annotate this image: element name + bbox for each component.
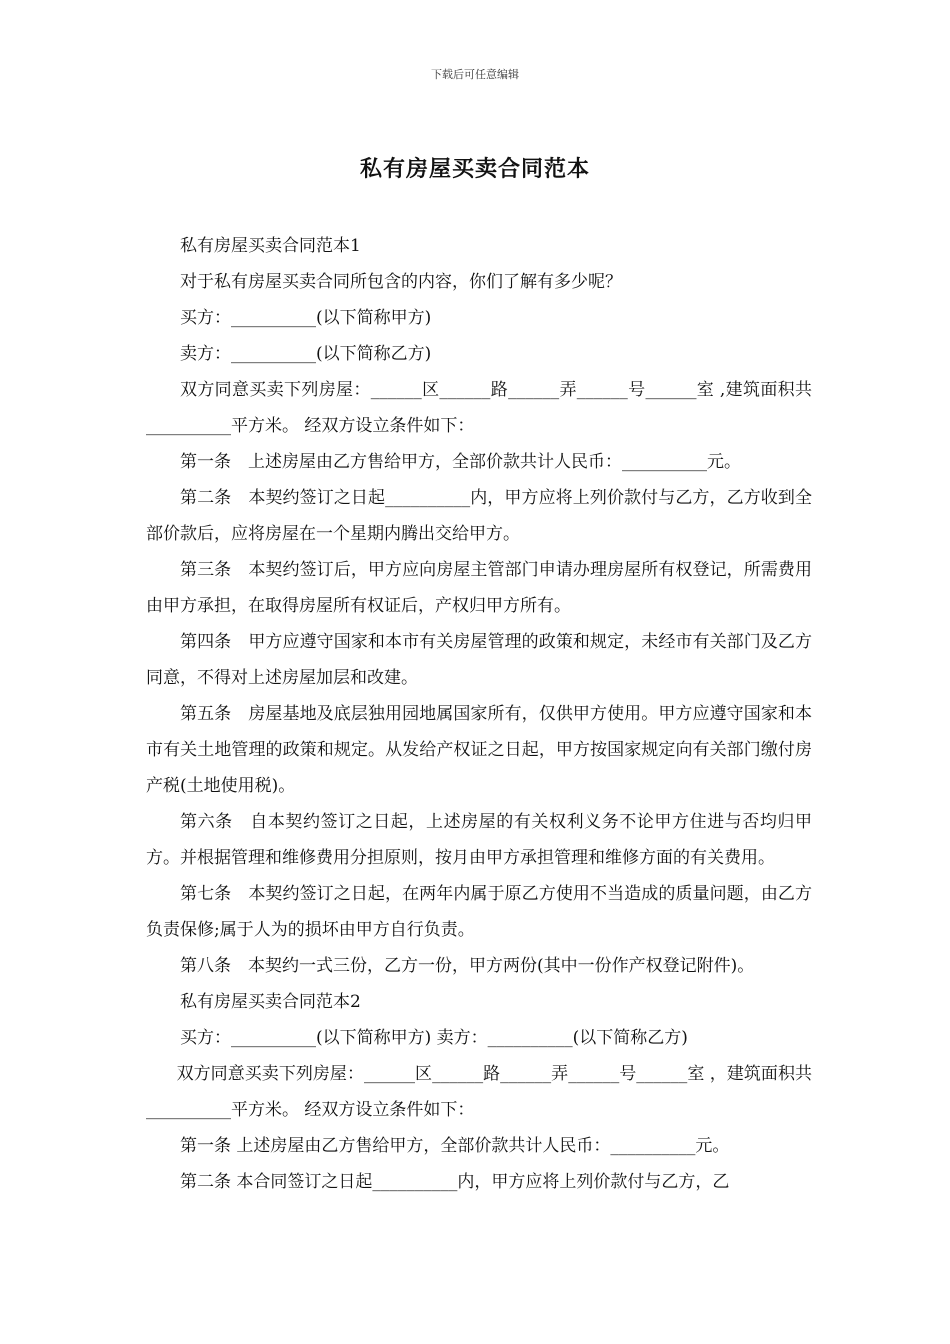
clause-2-2: 第二条 本合同签订之日起__________内，甲方应将上列价款付与乙方，乙: [180, 1172, 730, 1192]
clause-8: 第八条 本契约一式三份，乙方一份，甲方两份(其中一份作产权登记附件)。: [180, 956, 755, 976]
clause-7: 第七条 本契约签订之日起，在两年内属于原乙方使用不当造成的质量问题，由乙方负责保修;属于人为的损坏由甲方自行负责。: [146, 884, 812, 940]
clause-5: 第五条 房屋基地及底层独用园地属国家所有，仅供甲方使用。甲方应遵守国家和本市有关土地管理的政策和规定。从发给产权证之日起，甲方按国家规定向有关部门缴付房产税(土地使用税)。: [146, 704, 812, 796]
clause-2-1: 第一条 上述房屋由乙方售给甲方，全部价款共计人民币：__________元。: [180, 1136, 730, 1156]
clause-2: 第二条 本契约签订之日起__________内，甲方应将上列价款付与乙方，乙方收到全部价款后，应将房屋在一个星期内腾出交给甲方。: [146, 488, 812, 544]
clause-3: 第三条 本契约签订后，甲方应向房屋主管部门申请办理房屋所有权登记，所需费用由甲方承担，在取得房屋所有权证后，产权归甲方所有。: [146, 560, 812, 616]
clause-4: 第四条 甲方应遵守国家和本市有关房屋管理的政策和规定，未经市有关部门及乙方同意，不得对上述房屋加层和改建。: [146, 632, 812, 688]
header-note: 下载后可任意编辑: [431, 68, 519, 81]
section-heading-2: 私有房屋买卖合同范本2: [180, 992, 361, 1012]
intro-paragraph: 对于私有房屋买卖合同所包含的内容，你们了解有多少呢？: [180, 272, 622, 292]
buyer-seller-line: 买方：__________(以下简称甲方) 卖方：__________(以下简称乙方): [180, 1028, 688, 1048]
buyer-line: 买方：__________(以下简称甲方): [180, 308, 432, 328]
seller-line: 卖方：__________(以下简称乙方): [180, 344, 432, 364]
property-description-2: 双方同意买卖下列房屋：______区______路______弄______号______室 ，建筑面积共__________平方米。 经双方设立条件如下：: [146, 1064, 812, 1120]
section-heading-1: 私有房屋买卖合同范本1: [180, 236, 361, 256]
property-description: 双方同意买卖下列房屋：______区______路______弄______号______室 ,建筑面积共__________平方米。 经双方设立条件如下：: [146, 380, 812, 436]
clause-1: 第一条 上述房屋由乙方售给甲方，全部价款共计人民币：__________元。: [180, 452, 741, 472]
document-title: 私有房屋买卖合同范本: [359, 156, 590, 182]
clause-6: 第六条 自本契约签订之日起，上述房屋的有关权利义务不论甲方住进与否均归甲方。并根据管理和维修费用分担原则，按月由甲方承担管理和维修方面的有关费用。: [146, 812, 812, 868]
document-body: [146, 228, 812, 1200]
